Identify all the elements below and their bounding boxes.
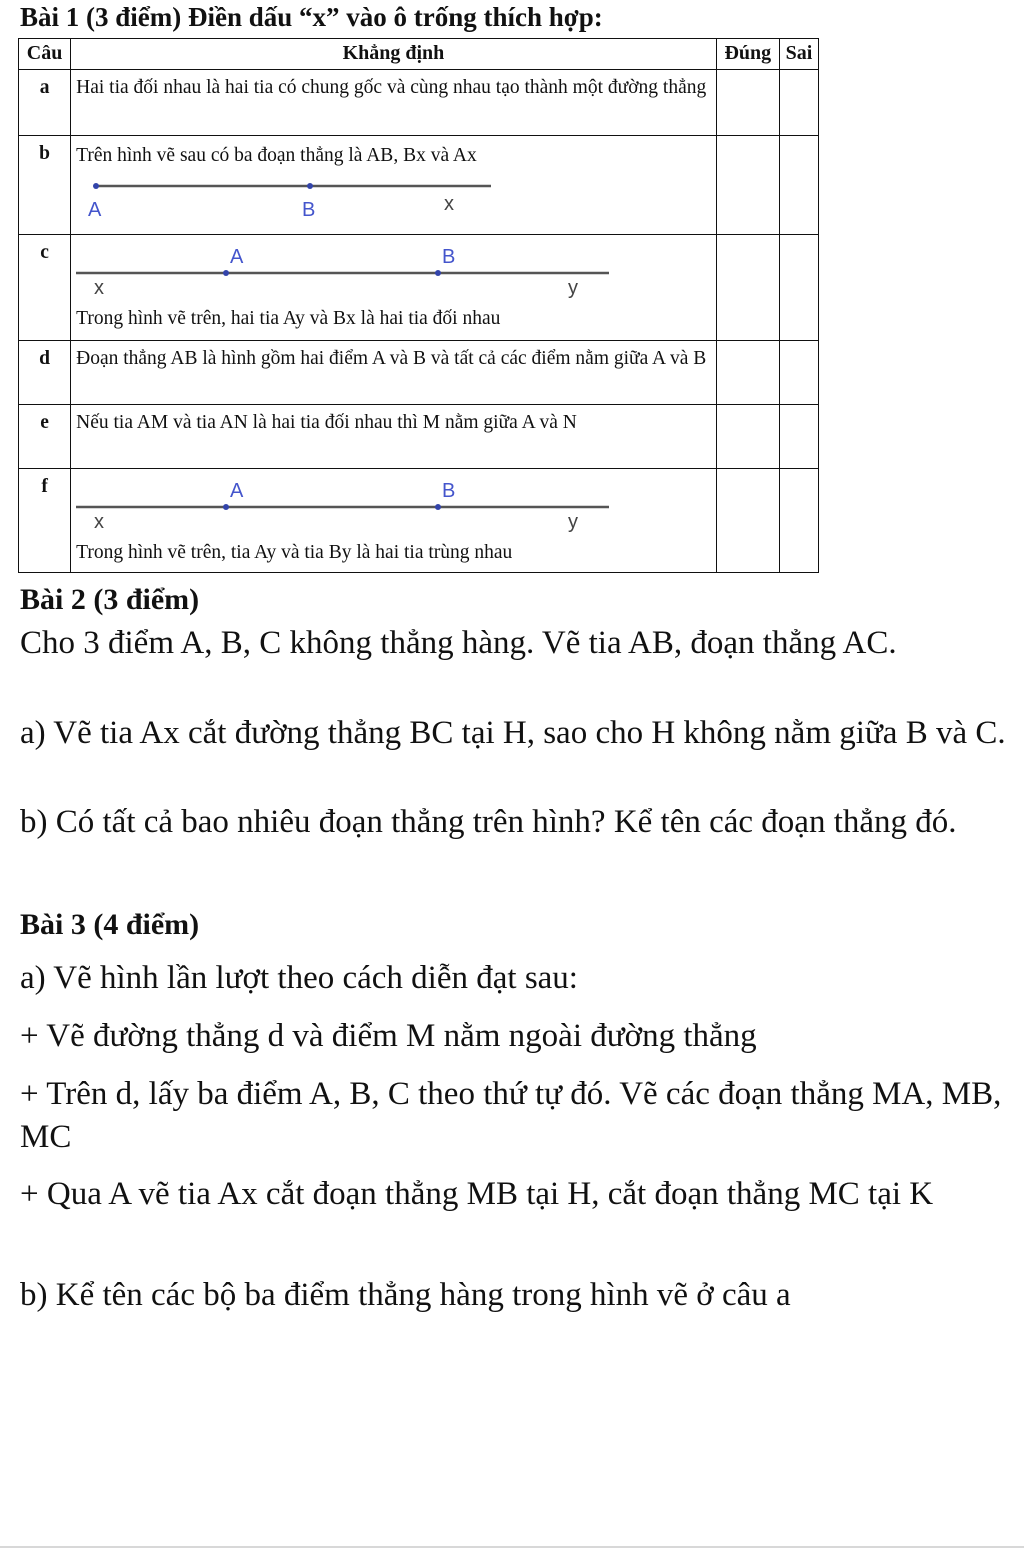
point-b-dot bbox=[307, 183, 313, 189]
row-letter: a bbox=[19, 70, 71, 136]
header-cau: Câu bbox=[19, 39, 71, 70]
claim-cell bbox=[71, 136, 717, 235]
claim-cell bbox=[71, 235, 717, 341]
point-a-dot bbox=[223, 270, 229, 276]
point-b-dot bbox=[435, 504, 441, 510]
bai2-title: Bài 2 (3 điểm) bbox=[20, 583, 200, 616]
answer-cell-dung[interactable] bbox=[716, 235, 779, 341]
bai3-part-a: a) Vẽ hình lần lượt theo cách diễn đạt sau: bbox=[20, 960, 578, 996]
row-letter: d bbox=[19, 341, 71, 405]
bai3-part-b: b) Kể tên các bộ ba điểm thẳng hàng trong hình vẽ ở câu a bbox=[20, 1277, 791, 1313]
table-row bbox=[19, 405, 819, 469]
answer-cell-dung[interactable] bbox=[716, 70, 779, 136]
endpoint-x-label: x bbox=[94, 277, 105, 299]
answer-cell-sai[interactable] bbox=[779, 405, 818, 469]
bai2-part-a: a) Vẽ tia Ax cắt đường thẳng BC tại H, sao cho H không nằm giữa B và C. bbox=[20, 715, 1006, 751]
endpoint-y-label: y bbox=[568, 511, 579, 533]
bai3-step-2: + Trên d, lấy ba điểm A, B, C theo thứ tự đó. Vẽ các đoạn thẳng MA, MB, MC bbox=[20, 1076, 1002, 1155]
point-x-label: x bbox=[444, 193, 455, 215]
point-a-label: A bbox=[230, 480, 244, 502]
point-a-label: A bbox=[88, 199, 102, 221]
claim-text: Nếu tia AM và tia AN là hai tia đối nhau thì M nằm giữa A và N bbox=[71, 405, 717, 469]
table-row bbox=[19, 235, 819, 341]
header-khang-dinh: Khẳng định bbox=[71, 39, 717, 70]
claim-text: Trên hình vẽ sau có ba đoạn thẳng là AB, Bx và Ax bbox=[76, 145, 477, 166]
bai3-step-3: + Qua A vẽ tia Ax cắt đoạn thẳng MB tại H, cắt đoạn thẳng MC tại K bbox=[20, 1176, 934, 1212]
endpoint-x-label: x bbox=[94, 511, 105, 533]
bai3-title: Bài 3 (4 điểm) bbox=[20, 908, 200, 941]
row-letter: c bbox=[19, 235, 71, 341]
point-a-label: A bbox=[230, 246, 244, 268]
header-dung: Đúng bbox=[716, 39, 779, 70]
header-sai: Sai bbox=[779, 39, 818, 70]
row-letter: e bbox=[19, 405, 71, 469]
answer-table bbox=[18, 38, 819, 573]
claim-text: Trong hình vẽ trên, hai tia Ay và Bx là hai tia đối nhau bbox=[76, 308, 501, 329]
point-b-label: B bbox=[302, 199, 316, 221]
point-b-label: B bbox=[442, 480, 456, 502]
claim-text: Hai tia đối nhau là hai tia có chung gốc và cùng nhau tạo thành một đường thẳng bbox=[71, 70, 717, 136]
answer-cell-sai[interactable] bbox=[779, 341, 818, 405]
answer-cell-dung[interactable] bbox=[716, 136, 779, 235]
bai2-part-b: b) Có tất cả bao nhiêu đoạn thẳng trên hình? Kể tên các đoạn thẳng đó. bbox=[20, 804, 957, 840]
claim-text: Đoạn thẳng AB là hình gồm hai điểm A và B và tất cả các điểm nằm giữa A và B bbox=[71, 341, 717, 405]
page-bottom-divider bbox=[0, 1546, 1024, 1548]
point-b-dot bbox=[435, 270, 441, 276]
endpoint-y-label: y bbox=[568, 277, 579, 299]
table-header-row bbox=[19, 39, 819, 70]
answer-cell-sai[interactable] bbox=[779, 136, 818, 235]
claim-text: Trong hình vẽ trên, tia Ay và tia By là hai tia trùng nhau bbox=[76, 542, 513, 563]
table-row bbox=[19, 136, 819, 235]
answer-cell-dung[interactable] bbox=[716, 341, 779, 405]
table-row bbox=[19, 469, 819, 573]
bai2-intro: Cho 3 điểm A, B, C không thẳng hàng. Vẽ tia AB, đoạn thẳng AC. bbox=[20, 625, 897, 661]
answer-cell-dung[interactable] bbox=[716, 405, 779, 469]
figure-line-xy bbox=[76, 473, 616, 539]
point-a-dot bbox=[223, 504, 229, 510]
figure-line-xy bbox=[76, 239, 616, 305]
answer-cell-sai[interactable] bbox=[779, 469, 818, 573]
figure-segment-abx bbox=[76, 170, 506, 230]
row-letter: f bbox=[19, 469, 71, 573]
table-row bbox=[19, 341, 819, 405]
table-row bbox=[19, 70, 819, 136]
answer-cell-sai[interactable] bbox=[779, 70, 818, 136]
answer-cell-sai[interactable] bbox=[779, 235, 818, 341]
answer-cell-dung[interactable] bbox=[716, 469, 779, 573]
claim-cell bbox=[71, 469, 717, 573]
bai3-step-1: + Vẽ đường thẳng d và điểm M nằm ngoài đường thẳng bbox=[20, 1018, 757, 1054]
point-b-label: B bbox=[442, 246, 456, 268]
row-letter: b bbox=[19, 136, 71, 235]
point-a-dot bbox=[93, 183, 99, 189]
bai1-title: Bài 1 (3 điểm) Điền dấu “x” vào ô trống thích hợp: bbox=[20, 2, 603, 32]
